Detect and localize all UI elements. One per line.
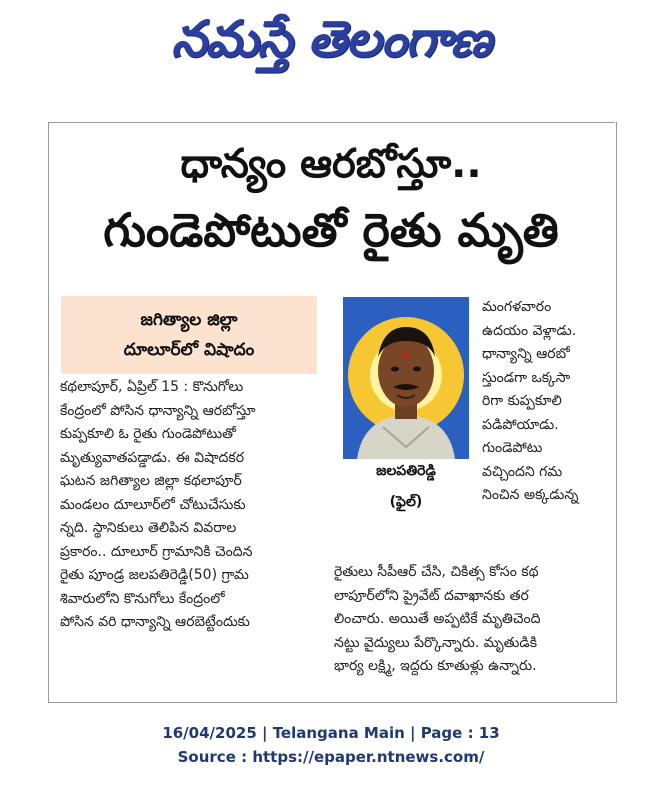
headline-line-1: ధాన్యం ఆరబోస్తూ.. — [180, 141, 482, 187]
photo-caption-note: (ఫైల్) — [389, 494, 423, 510]
photo-caption-name: జలపతిరెడ్డి — [376, 463, 436, 479]
left-column — [60, 376, 322, 635]
text-line: వచ్చిందని గమ — [482, 463, 563, 480]
text-line: స్తుండగా ఒక్కసా — [482, 369, 571, 386]
portrait-illustration — [343, 297, 469, 459]
text-line: పడిపోయాడు. — [482, 416, 559, 433]
text-line: కుప్పకూలి ఓ రైతు గుండెపోటుతో — [60, 426, 236, 442]
text-line: లించారు. అయితే అప్పటికే మృతిచెంది — [334, 611, 541, 627]
text-line: రైతు పూండ్ర జలపతిరెడ్డి(50) గ్రామ — [60, 567, 249, 583]
footer-date-page: 16/04/2025 | Telangana Main | Page : 13 — [162, 724, 500, 742]
masthead-title: నమస్తే తెలంగాణ — [171, 9, 491, 68]
text-line: మంగళవారం — [482, 299, 552, 315]
farmer-photo — [343, 297, 469, 459]
footer-source: Source : https://epaper.ntnews.com/ — [177, 748, 485, 766]
text-line: గుండెపోటు — [482, 440, 543, 456]
subhead-box — [61, 296, 317, 374]
text-line: మండలం దూలూర్‌లో చోటుచేసుకు — [60, 496, 246, 513]
text-line: నట్టు వైద్యులు పేర్కొన్నారు. మృతుడికి — [334, 634, 538, 651]
text-line: నించిన అక్కడున్న — [482, 487, 579, 503]
headline-line-2: గుండెపోటుతో రైతు మృతి — [103, 203, 559, 257]
text-line: ధాన్యాన్ని ఆరబో — [482, 346, 570, 362]
text-line: ఉదయం వెళ్లాడు. — [482, 322, 577, 339]
text-line: లాపూర్‌లోని ప్రైవేట్ దవాఖానకు తర — [334, 587, 529, 604]
text-line: న్నది. స్థానికులు తెలిపిన వివరాల — [60, 520, 237, 536]
text-line: పోసిన వరి ధాన్యాన్ని ఆరబెట్టేందుకు — [60, 614, 250, 630]
text-line: మృత్యువాతపడ్డాడు. ఈ విషాదకర — [60, 449, 245, 466]
right-column — [482, 296, 612, 508]
subhead-line-1: జగిత్యాల జిల్లా — [140, 310, 238, 330]
text-line: కేంద్రంలో పోసిన ధాన్యాన్ని ఆరబోస్తూ — [60, 402, 256, 419]
text-line: రిగా కుప్పకూలి — [482, 393, 562, 409]
text-line: రైతులు సీపీఆర్ చేసి, చికిత్స కోసం కథ — [334, 564, 539, 580]
text-line: శివారులోని కొనుగోలు కేంద్రంలో — [60, 590, 225, 607]
text-line: ఘటన జగిత్యాల జిల్లా కథలాపూర్ — [60, 473, 242, 489]
text-line: భార్య లక్ష్మి, ఇద్దరు కూతుళ్లు ఉన్నారు. — [334, 658, 537, 674]
text-line: ప్రకారం.. దూలూర్ గ్రామానికి చెందిన — [60, 543, 253, 560]
subhead-line-2: దూలూర్‌లో విషాదం — [123, 340, 255, 360]
text-line: కథలాపూర్, ఏప్రిల్ 15 : కొనుగోలు — [60, 379, 244, 395]
bottom-right-text — [334, 561, 616, 679]
